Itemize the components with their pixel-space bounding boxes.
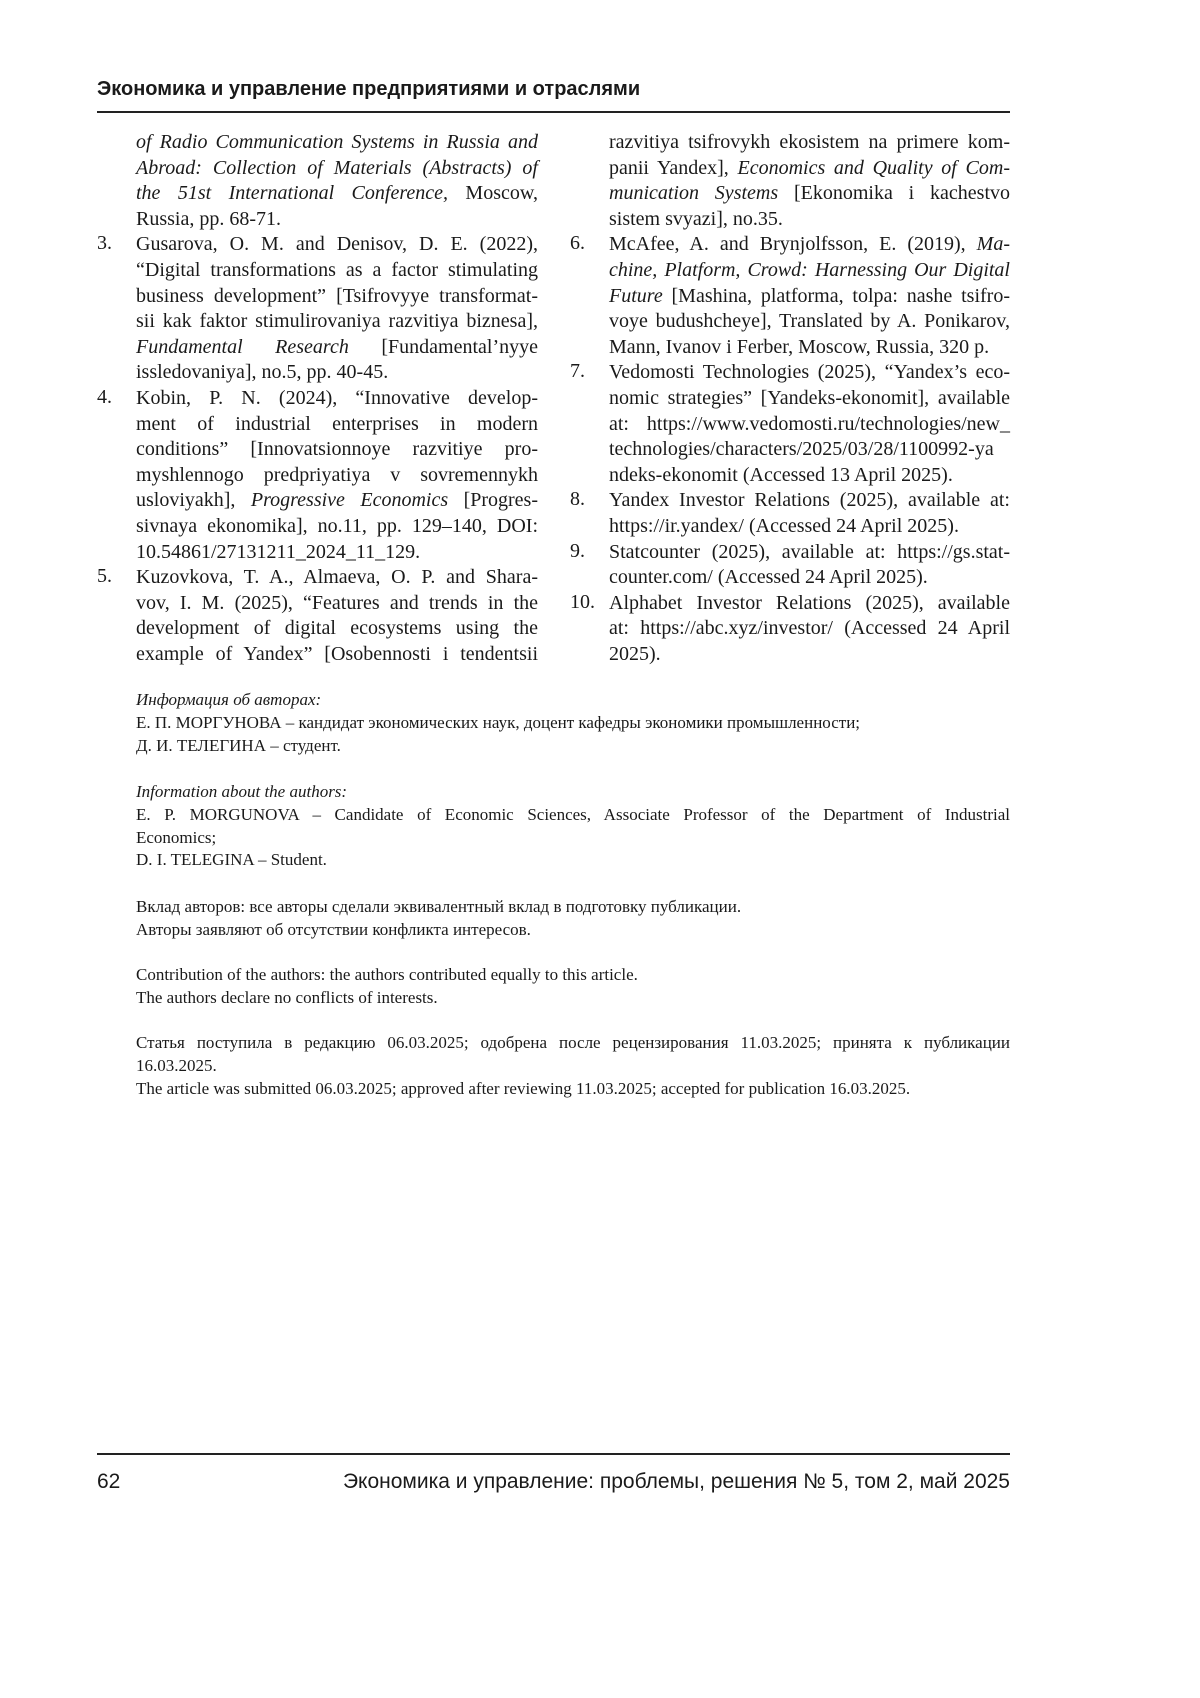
reference-text: Mann, Ivanov i Ferber, Moscow, Russia, 320 p. <box>609 336 989 358</box>
reference-line <box>136 591 538 617</box>
reference-line <box>609 591 1010 617</box>
reference-text: [Fundamental’nyye <box>349 336 538 358</box>
reference-text: ment of industrial enterprises in modern <box>136 413 538 435</box>
reference-line <box>136 488 538 514</box>
reference-text: razvitiya tsifrovykh ekosistem na primere kom- <box>609 131 1010 153</box>
footer-rule <box>97 1453 1010 1455</box>
reference-number: 10. <box>570 591 595 614</box>
dates-ru-cont: 16.03.2025. <box>136 1055 1010 1078</box>
reference-number: 9. <box>570 540 585 563</box>
reference-text: myshlennogo predpriyatiya v sovremennykh <box>136 464 538 486</box>
contribution-line: Вклад авторов: все авторы сделали эквивалентный вклад в подготовку публикации. <box>136 896 1010 919</box>
reference-text: vov, I. M. (2025), “Features and trends in the <box>136 592 538 614</box>
reference-text: panii Yandex], <box>609 157 737 179</box>
running-header: Экономика и управление предприятиями и отраслями <box>97 78 640 101</box>
reference-line <box>136 514 538 540</box>
reference-line <box>609 156 1010 182</box>
reference-line <box>136 232 538 258</box>
reference-line <box>136 335 538 361</box>
reference-line <box>136 207 538 233</box>
reference-text: Kobin, P. N. (2024), “Innovative develop- <box>136 387 538 409</box>
reference-line <box>136 386 538 412</box>
reference-line <box>136 437 538 463</box>
reference-line <box>609 642 1010 668</box>
reference-italic-text: Future <box>609 285 663 307</box>
reference-line <box>609 463 1010 489</box>
reference-text: Statcounter (2025), available at: https://gs.stat- <box>609 541 1010 563</box>
reference-text: technologies/characters/2025/03/28/1100992-ya <box>609 438 994 460</box>
authors-info-ru <box>136 689 1010 757</box>
reference-text: development of digital ecosystems using the <box>136 617 538 639</box>
reference-text: [Progres- <box>448 489 538 511</box>
reference-text: nomic strategies” [Yandeks-ekonomit], available <box>609 387 1010 409</box>
reference-text: at: https://www.vedomosti.ru/technologies/new_ <box>609 413 1010 435</box>
reference-text: issledovaniya], no.5, pp. 40-45. <box>136 361 388 383</box>
reference-line <box>609 565 1010 591</box>
dates-en: The article was submitted 06.03.2025; approved after reviewing 11.03.2025; accepted for publication 16.03.2025. <box>136 1078 1010 1101</box>
reference-line <box>609 540 1010 566</box>
reference-text: McAfee, A. and Brynjolfsson, E. (2019), <box>609 233 977 255</box>
references-right-column <box>570 130 1010 667</box>
page-number: 62 <box>97 1470 120 1494</box>
reference-italic-text: Progressive Economics <box>251 489 448 511</box>
reference-text: [Mashina, platforma, tolpa: nashe tsifro- <box>663 285 1010 307</box>
header-rule <box>97 111 1010 113</box>
reference-text: Russia, pp. 68-71. <box>136 208 281 230</box>
reference-line <box>136 360 538 386</box>
reference-text: Yandex Investor Relations (2025), available at: <box>609 489 1010 511</box>
reference-italic-text: munication Systems <box>609 182 778 204</box>
reference-line <box>609 130 1010 156</box>
reference-text: sii kak faktor stimulirovaniya razvitiya biznesa], <box>136 310 538 332</box>
journal-footer: Экономика и управление: проблемы, решения № 5, том 2, май 2025 <box>343 1470 1010 1494</box>
reference-number: 3. <box>97 232 112 255</box>
reference-line <box>136 540 538 566</box>
authors-heading-ru: Информация об авторах: <box>136 689 1010 712</box>
reference-text: “Digital transformations as a factor stimulating <box>136 259 538 281</box>
reference-item <box>570 232 1010 360</box>
reference-line <box>609 181 1010 207</box>
authors-heading-en: Information about the authors: <box>136 781 1010 804</box>
reference-italic-text: Ma- <box>977 233 1010 255</box>
reference-text: Vedomosti Technologies (2025), “Yandex’s eco- <box>609 361 1010 383</box>
reference-text: ndeks-ekonomit (Accessed 13 April 2025). <box>609 464 953 486</box>
reference-text: Gusarova, O. M. and Denisov, D. E. (2022), <box>136 233 538 255</box>
reference-text: Alphabet Investor Relations (2025), available <box>609 592 1010 614</box>
reference-italic-text: chine, Platform, Crowd: Harnessing Our Digital <box>609 259 1010 281</box>
author-line: Economics; <box>136 827 1010 850</box>
reference-text: at: https://abc.xyz/investor/ (Accessed 24 April <box>609 617 1010 639</box>
reference-line <box>136 642 538 668</box>
reference-italic-text: Abroad: Collection of Materials (Abstracts) of <box>136 157 538 179</box>
author-line: D. I. TELEGINA – Student. <box>136 849 1010 872</box>
reference-number: 6. <box>570 232 585 255</box>
reference-line <box>136 309 538 335</box>
reference-line <box>136 412 538 438</box>
reference-item <box>97 130 538 232</box>
reference-item <box>97 565 538 667</box>
reference-text: business development” [Tsifrovyye transformat- <box>136 285 538 307</box>
reference-text: 2025). <box>609 643 661 665</box>
reference-line <box>136 616 538 642</box>
reference-line <box>609 616 1010 642</box>
reference-line <box>609 437 1010 463</box>
reference-line <box>136 284 538 310</box>
reference-text: Kuzovkova, T. A., Almaeva, O. P. and Shara- <box>136 566 538 588</box>
reference-line <box>609 335 1010 361</box>
authors-info-en <box>136 781 1010 872</box>
reference-item <box>570 591 1010 668</box>
reference-number: 5. <box>97 565 112 588</box>
reference-line <box>609 284 1010 310</box>
reference-text: sistem svyazi], no.35. <box>609 208 783 230</box>
reference-text: voye budushcheye], Translated by A. Ponikarov, <box>609 310 1010 332</box>
reference-number: 8. <box>570 488 585 511</box>
reference-line <box>609 309 1010 335</box>
reference-number: 7. <box>570 360 585 383</box>
reference-line <box>609 514 1010 540</box>
reference-line <box>136 258 538 284</box>
reference-text: [Ekonomika i kachestvo <box>778 182 1010 204</box>
dates-ru: Статья поступила в редакцию 06.03.2025; одобрена после рецензирования 11.03.2025; принята к публикации <box>136 1032 1010 1055</box>
reference-italic-text: the 51st International Conference, <box>136 182 448 204</box>
article-dates <box>136 1032 1010 1100</box>
reference-text: 10.54861/27131211_2024_11_129. <box>136 541 420 563</box>
reference-text: https://ir.yandex/ (Accessed 24 April 2025). <box>609 515 959 537</box>
reference-item <box>570 360 1010 488</box>
reference-item <box>97 386 538 565</box>
reference-line <box>609 386 1010 412</box>
author-line: E. P. MORGUNOVA – Candidate of Economic Sciences, Associate Professor of the Department of Industrial <box>136 804 1010 827</box>
contribution-line: Contribution of the authors: the authors contributed equally to this article. <box>136 964 1010 987</box>
reference-italic-text: of Radio Communication Systems in Russia and <box>136 131 538 153</box>
author-line: Е. П. МОРГУНОВА – кандидат экономических наук, доцент кафедры экономики промышленности; <box>136 712 1010 735</box>
reference-line <box>609 488 1010 514</box>
reference-italic-text: Economics and Quality of Com- <box>737 157 1010 179</box>
conflict-line: The authors declare no conflicts of interests. <box>136 987 1010 1010</box>
reference-italic-text: Fundamental Research <box>136 336 349 358</box>
reference-line <box>609 258 1010 284</box>
reference-line <box>136 181 538 207</box>
reference-item <box>570 488 1010 539</box>
reference-line <box>609 207 1010 233</box>
reference-text: conditions” [Innovatsionnoye razvitiye pro- <box>136 438 538 460</box>
reference-line <box>609 360 1010 386</box>
conflict-line: Авторы заявляют об отсутствии конфликта интересов. <box>136 919 1010 942</box>
reference-line <box>609 412 1010 438</box>
reference-line <box>136 130 538 156</box>
references-left-column <box>97 130 538 667</box>
reference-line <box>609 232 1010 258</box>
author-line: Д. И. ТЕЛЕГИНА – студент. <box>136 735 1010 758</box>
reference-text: counter.com/ (Accessed 24 April 2025). <box>609 566 928 588</box>
reference-item <box>570 540 1010 591</box>
reference-line <box>136 565 538 591</box>
reference-number: 4. <box>97 386 112 409</box>
reference-text: example of Yandex” [Osobennosti i tendentsii <box>136 643 538 665</box>
reference-item <box>570 130 1010 232</box>
reference-text: usloviyakh], <box>136 489 251 511</box>
contribution-en <box>136 964 1010 1010</box>
reference-text: Moscow, <box>448 182 538 204</box>
reference-item <box>97 232 538 386</box>
contribution-ru <box>136 896 1010 942</box>
reference-line <box>136 463 538 489</box>
reference-text: sivnaya ekonomika], no.11, pp. 129–140, DOI: <box>136 515 538 537</box>
reference-line <box>136 156 538 182</box>
